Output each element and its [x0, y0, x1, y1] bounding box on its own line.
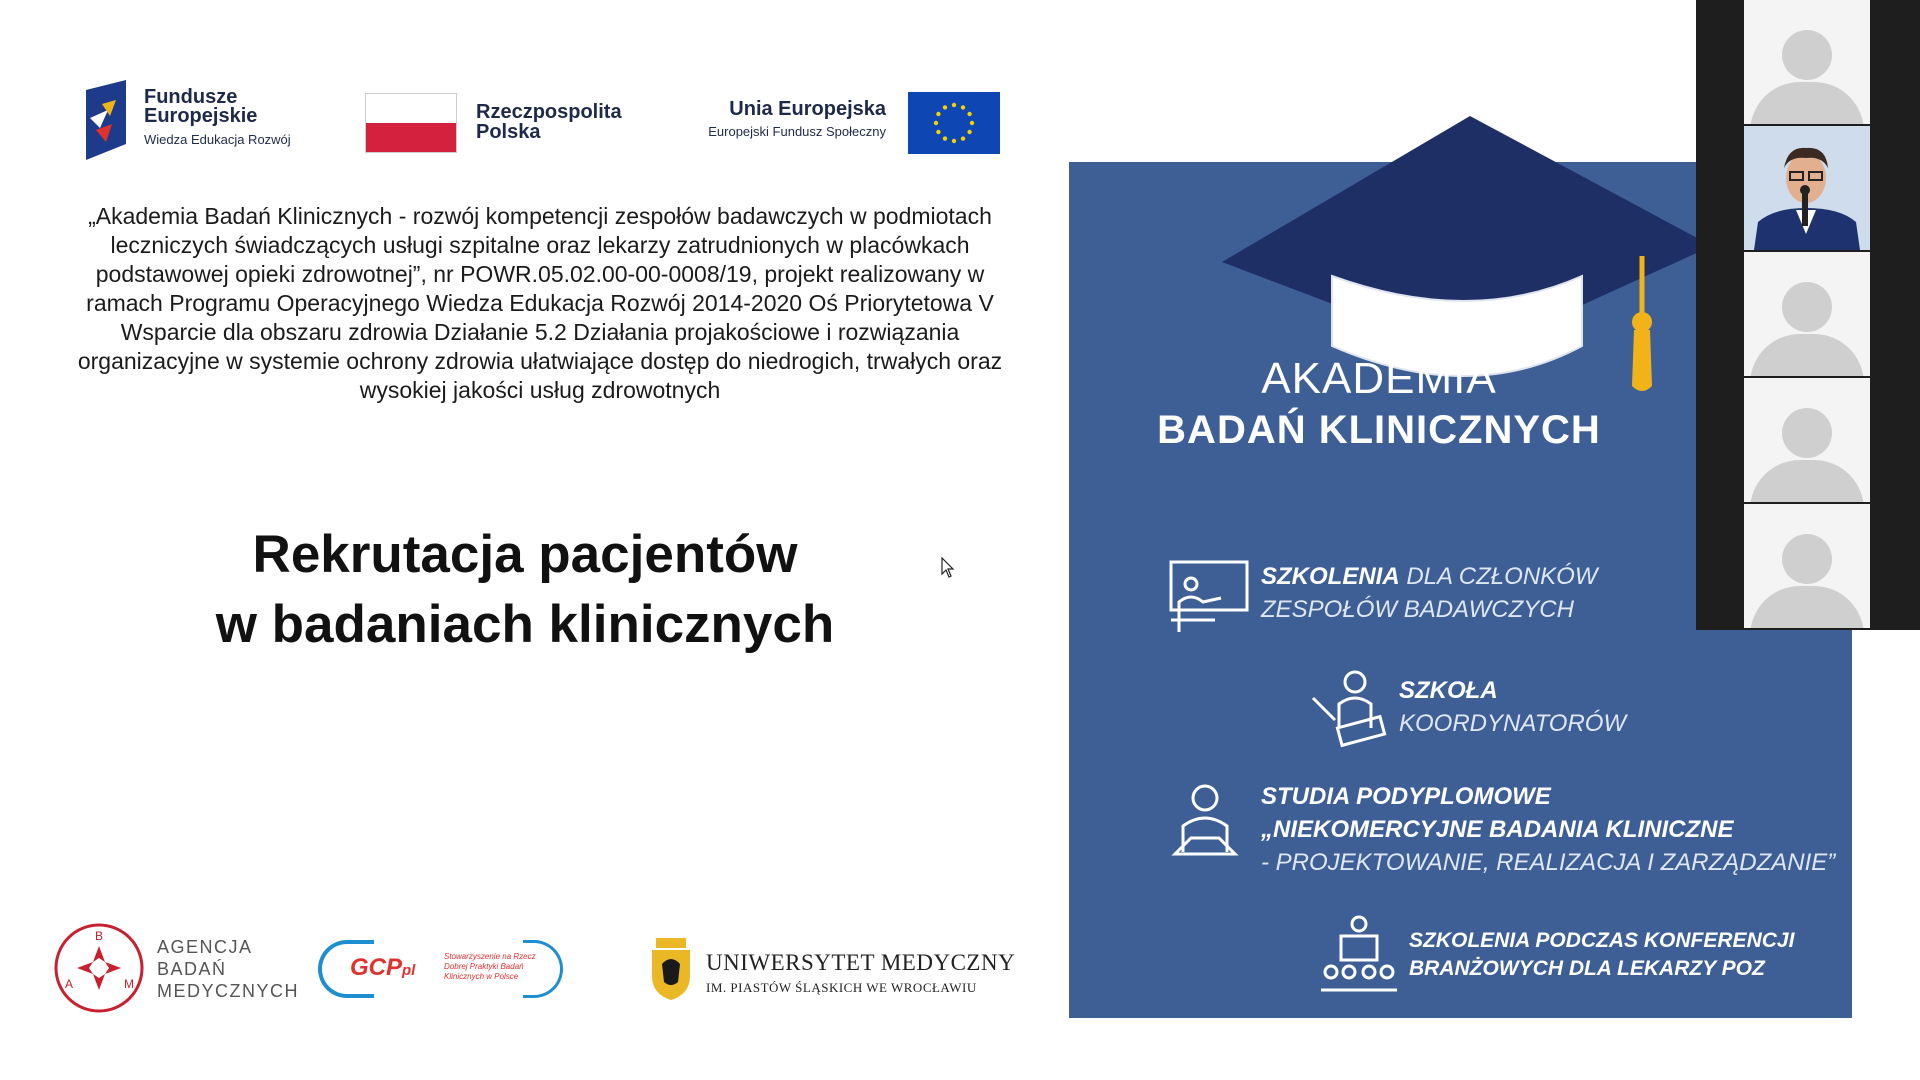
- eu-star: [967, 112, 971, 116]
- umw-line1: UNIWERSYTET MEDYCZNY: [706, 950, 1016, 975]
- avatar-body: [1750, 82, 1864, 124]
- avatar-head: [1782, 408, 1832, 458]
- abm-letter-b: B: [94, 929, 104, 943]
- eu-star: [961, 105, 965, 109]
- avatar-body: [1750, 586, 1864, 628]
- item2-line2: KOORDYNATORÓW: [1399, 710, 1627, 737]
- gcp-suffix: pl: [402, 962, 416, 979]
- promo-badan-klinicznych: BADAŃ KLINICZNYCH: [1157, 408, 1601, 452]
- speaker-video: [1744, 126, 1870, 250]
- participant-video-tile[interactable]: [1744, 126, 1870, 250]
- mouse-cursor-icon: [941, 557, 955, 579]
- gcp-right-bracket: [523, 940, 563, 998]
- item3-line2: „NIEKOMERCYJNE BADANIA KLINICZNE: [1261, 816, 1734, 843]
- gcp-pl-logo: [318, 940, 563, 1000]
- avatar-body: [1750, 334, 1864, 376]
- avatar-head: [1782, 534, 1832, 584]
- eu-star: [961, 136, 965, 140]
- slide-title-line1: Rekrutacja pacjentów: [252, 525, 798, 584]
- participant-tile[interactable]: [1744, 378, 1870, 502]
- gcp-tagline: Stowarzyszenie na Rzecz Dobrej Praktyki Badań Klinicznych w Polsce: [444, 952, 536, 981]
- item1-light: DLA CZŁONKÓW: [1399, 563, 1598, 590]
- item3-line1: STUDIA PODYPLOMOWE: [1261, 783, 1551, 810]
- agencja-badan-medycznych-logo: [53, 922, 300, 1014]
- student-icon: [1169, 780, 1241, 860]
- project-description: „Akademia Badań Klinicznych - rozwój kompetencji zespołów badawczych w podmiotach leczniczych świadczących usługi szpitalne oraz lekarzy zatrudnionych w placówkach podstawowej opieki zdrowotnej”, nr POWR.05.02.00-00-0008/19, projekt realizowany w ramach Programu Operacyjnego Wiedza Edukacja Rozwój 2014-2020 Oś Priorytetowa V Wsparcie dla obszaru zdrowia Działanie 5.2 Działania projakościowe i rozwiązania organizacyjne w systemie ochrony zdrowia ułatwiające dostęp do niedrogich, trwałych oraz wysokiej jakości usług zdrowotnych: [77, 203, 1003, 403]
- item4-line2: BRANŻOWYCH DLA LEKARZY POZ: [1409, 957, 1765, 980]
- umw-line2: IM. PIASTÓW ŚLĄSKICH WE WROCŁAWIU: [706, 980, 977, 995]
- rzeczpospolita-polska-logo: [365, 93, 645, 155]
- eagle-crest-icon: [648, 936, 694, 1002]
- eu-star: [952, 103, 956, 107]
- rp-line1: Rzeczpospolita: [476, 101, 622, 123]
- eu-star: [936, 112, 940, 116]
- ue-line2: Europejski Fundusz Społeczny: [708, 124, 886, 139]
- abm-letter-m: M: [124, 977, 134, 991]
- rp-line2: Polska: [476, 121, 541, 143]
- avatar-body: [1750, 460, 1864, 502]
- avatar-head: [1782, 30, 1832, 80]
- item1-line2: ZESPOŁÓW BADAWCZYCH: [1261, 596, 1574, 623]
- gcp-wordmark: [350, 954, 415, 982]
- eu-star: [943, 105, 947, 109]
- abm-line3: MEDYCZNYCH: [157, 981, 300, 1001]
- ue-line1: Unia Europejska: [729, 98, 886, 120]
- eu-star: [943, 136, 947, 140]
- participant-tile[interactable]: [1744, 252, 1870, 376]
- coordinator-icon: [1309, 668, 1389, 748]
- eu-flag-icon: [908, 92, 1000, 154]
- fundusze-europejskie-logo: [82, 80, 312, 160]
- abm-line1: AGENCJA: [157, 937, 253, 957]
- uniwersytet-medyczny-logo: [648, 936, 1016, 1002]
- item4-line1: SZKOLENIA PODCZAS KONFERENCJI: [1409, 929, 1795, 952]
- participants-strip: [1696, 0, 1920, 630]
- fe-line3: Wiedza Edukacja Rozwój: [144, 132, 291, 147]
- eu-star: [967, 130, 971, 134]
- conference-icon: [1319, 914, 1399, 994]
- unia-europejska-logo: [688, 92, 1000, 154]
- slide-title: [150, 520, 900, 660]
- abm-line2: BADAŃ: [157, 959, 227, 979]
- slide-title-line2: w badaniach klinicznych: [215, 595, 835, 654]
- item2-bold: SZKOŁA: [1399, 677, 1498, 704]
- eu-star: [934, 121, 938, 125]
- gcp-main: GCP: [350, 954, 403, 981]
- eu-star: [952, 139, 956, 143]
- eu-star: [970, 121, 974, 125]
- participant-tile[interactable]: [1744, 504, 1870, 628]
- abm-letter-a: A: [64, 977, 74, 991]
- promo-akademia: AKADEMIA: [1261, 354, 1497, 403]
- participant-tile[interactable]: [1744, 0, 1870, 124]
- fe-line2: Europejskie: [144, 105, 258, 127]
- avatar-head: [1782, 282, 1832, 332]
- polish-flag-icon: [365, 93, 457, 153]
- whiteboard-icon: [1167, 558, 1251, 634]
- item3-line3: - PROJEKTOWANIE, REALIZACJA I ZARZĄDZANIE”: [1261, 849, 1836, 876]
- abm-cross-icon: [53, 922, 145, 1014]
- item1-bold: SZKOLENIA: [1261, 563, 1400, 590]
- fe-star-icon: [82, 80, 130, 160]
- eu-star: [936, 130, 940, 134]
- fe-line1: Fundusze: [144, 86, 238, 108]
